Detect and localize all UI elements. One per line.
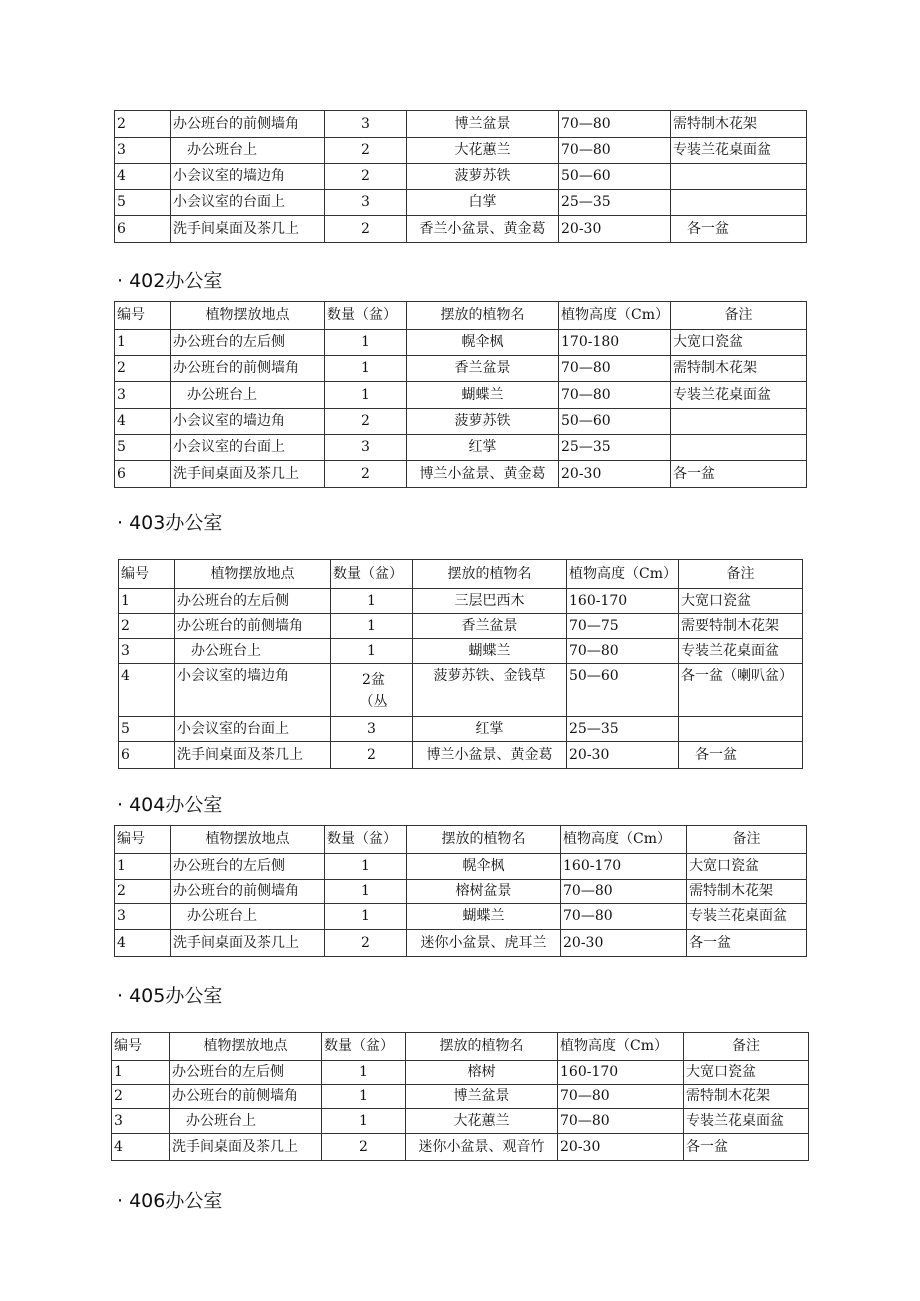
cell-col-plant-name: 博兰盆景 bbox=[407, 111, 559, 138]
header-col-note: 备注 bbox=[687, 826, 807, 854]
cell-col-location: 办公班台的左后侧 bbox=[171, 330, 325, 356]
cell-col-note bbox=[671, 409, 807, 435]
cell-col-note: 专装兰花桌面盆 bbox=[671, 138, 807, 164]
cell-col-plant-name: 博兰盆景 bbox=[406, 1085, 558, 1109]
cell-col-quantity: 1 bbox=[325, 904, 407, 930]
cell-col-note: 各一盆（喇叭盆） bbox=[679, 664, 803, 717]
cell-col-location: 洗手间桌面及茶几上 bbox=[171, 930, 325, 957]
cell-col-note: 大宽口瓷盆 bbox=[671, 330, 807, 356]
header-col-height: 植物高度（Cm） bbox=[559, 302, 671, 330]
heading-405: · 405办公室 bbox=[117, 985, 223, 1007]
cell-col-note: 各一盆 bbox=[671, 216, 807, 243]
cell-col-note bbox=[671, 435, 807, 461]
cell-col-note: 需要特制木花架 bbox=[679, 614, 803, 639]
cell-col-location: 办公班台的左后侧 bbox=[175, 589, 331, 614]
cell-col-quantity: 1 bbox=[322, 1061, 406, 1085]
cell-col-plant-name: 迷你小盆景、观音竹 bbox=[406, 1134, 558, 1161]
cell-col-height: 25—35 bbox=[567, 717, 679, 742]
cell-col-height: 160-170 bbox=[567, 589, 679, 614]
cell-col-number: 6 bbox=[115, 461, 171, 488]
cell-col-number: 6 bbox=[115, 216, 171, 243]
cell-col-number: 5 bbox=[119, 717, 175, 742]
cell-col-quantity: 2 bbox=[325, 138, 407, 164]
cell-col-number: 5 bbox=[115, 435, 171, 461]
cell-col-note: 大宽口瓷盆 bbox=[687, 854, 807, 880]
cell-col-quantity: 3 bbox=[325, 190, 407, 216]
cell-col-note: 各一盆 bbox=[679, 742, 803, 769]
cell-col-quantity: 1 bbox=[325, 880, 407, 904]
cell-col-location: 办公班台的前侧墙角 bbox=[170, 1085, 322, 1109]
cell-col-number: 2 bbox=[115, 880, 171, 904]
heading-403: · 403办公室 bbox=[117, 512, 223, 534]
cell-col-height: 70—80 bbox=[561, 904, 687, 930]
cell-col-quantity: 3 bbox=[325, 111, 407, 138]
header-col-plant-name: 摆放的植物名 bbox=[413, 560, 567, 589]
table-row bbox=[115, 216, 807, 243]
table-row bbox=[115, 190, 807, 216]
cell-col-plant-name: 幌伞枫 bbox=[407, 854, 561, 880]
cell-col-location: 办公班台的前侧墙角 bbox=[175, 614, 331, 639]
cell-col-note: 需特制木花架 bbox=[687, 880, 807, 904]
cell-col-quantity: 1 bbox=[331, 639, 413, 664]
cell-col-quantity: 3 bbox=[331, 717, 413, 742]
cell-col-height: 20-30 bbox=[559, 216, 671, 243]
cell-col-height: 70—80 bbox=[558, 1085, 684, 1109]
header-col-number: 编号 bbox=[112, 1033, 170, 1061]
cell-col-location: 办公班台上 bbox=[171, 382, 325, 409]
cell-col-note: 专装兰花桌面盆 bbox=[679, 639, 803, 664]
cell-col-quantity: 1 bbox=[325, 382, 407, 409]
cell-col-plant-name: 三层巴西木 bbox=[413, 589, 567, 614]
table-header-row bbox=[115, 302, 807, 330]
cell-col-location: 洗手间桌面及茶几上 bbox=[175, 742, 331, 769]
header-col-height: 植物高度（Cm） bbox=[561, 826, 687, 854]
cell-col-note: 各一盆 bbox=[684, 1134, 809, 1161]
table-row bbox=[112, 1109, 809, 1134]
table-row bbox=[115, 880, 807, 904]
cell-col-height: 70—80 bbox=[559, 111, 671, 138]
cell-col-quantity: 2 bbox=[325, 164, 407, 190]
table-405-body bbox=[112, 1033, 809, 1161]
table-row bbox=[115, 435, 807, 461]
cell-col-number: 6 bbox=[119, 742, 175, 769]
table-404-body bbox=[115, 826, 807, 957]
cell-col-plant-name: 大花蕙兰 bbox=[407, 138, 559, 164]
cell-col-number: 2 bbox=[115, 111, 171, 138]
cell-col-location: 小会议室的墙边角 bbox=[175, 664, 331, 717]
cell-col-plant-name: 红掌 bbox=[407, 435, 559, 461]
cell-col-number: 3 bbox=[115, 904, 171, 930]
cell-col-location: 办公班台上 bbox=[171, 904, 325, 930]
cell-col-location: 办公班台的前侧墙角 bbox=[171, 356, 325, 382]
cell-col-note: 需特制木花架 bbox=[671, 111, 807, 138]
table-401-body bbox=[115, 111, 807, 243]
header-col-height: 植物高度（Cm） bbox=[558, 1033, 684, 1061]
header-col-quantity: 数量（盆） bbox=[331, 560, 413, 589]
cell-col-quantity: 2 bbox=[325, 216, 407, 243]
table-row bbox=[115, 111, 807, 138]
header-col-number: 编号 bbox=[119, 560, 175, 589]
table-403-body bbox=[119, 560, 803, 769]
cell-col-location: 小会议室的墙边角 bbox=[171, 164, 325, 190]
header-col-plant-name: 摆放的植物名 bbox=[407, 826, 561, 854]
table-row bbox=[119, 717, 803, 742]
cell-col-height: 160-170 bbox=[561, 854, 687, 880]
table-row bbox=[115, 930, 807, 957]
cell-col-note: 需特制木花架 bbox=[671, 356, 807, 382]
cell-col-location: 洗手间桌面及茶几上 bbox=[170, 1134, 322, 1161]
cell-col-quantity: 3 bbox=[325, 435, 407, 461]
cell-col-plant-name: 菠萝苏铁、金钱草 bbox=[413, 664, 567, 717]
header-col-quantity: 数量（盆） bbox=[325, 302, 407, 330]
cell-col-height: 70—80 bbox=[561, 880, 687, 904]
table-405 bbox=[111, 1032, 809, 1161]
table-402-body bbox=[115, 302, 807, 488]
cell-col-number: 4 bbox=[115, 164, 171, 190]
cell-col-location: 办公班台上 bbox=[171, 138, 325, 164]
cell-col-location: 办公班台上 bbox=[170, 1109, 322, 1134]
cell-col-number: 4 bbox=[115, 409, 171, 435]
table-row bbox=[119, 589, 803, 614]
cell-col-plant-name: 幌伞枫 bbox=[407, 330, 559, 356]
table-row bbox=[119, 664, 803, 717]
cell-col-height: 70—80 bbox=[567, 639, 679, 664]
table-header-row bbox=[119, 560, 803, 589]
cell-col-height: 70—80 bbox=[559, 356, 671, 382]
cell-col-quantity: 2 bbox=[325, 930, 407, 957]
cell-col-plant-name: 菠萝苏铁 bbox=[407, 164, 559, 190]
table-header-row bbox=[112, 1033, 809, 1061]
cell-col-note: 专装兰花桌面盆 bbox=[687, 904, 807, 930]
cell-col-quantity: 2盆（丛 bbox=[331, 664, 413, 717]
cell-col-number: 1 bbox=[115, 854, 171, 880]
cell-col-number: 1 bbox=[115, 330, 171, 356]
cell-col-number: 1 bbox=[112, 1061, 170, 1085]
heading-406: · 406办公室 bbox=[117, 1190, 223, 1212]
cell-col-note: 各一盆 bbox=[671, 461, 807, 488]
cell-col-note: 需特制木花架 bbox=[684, 1085, 809, 1109]
cell-col-note: 专装兰花桌面盆 bbox=[684, 1109, 809, 1134]
header-col-height: 植物高度（Cm） bbox=[567, 560, 679, 589]
cell-col-note: 大宽口瓷盆 bbox=[684, 1061, 809, 1085]
header-col-location: 植物摆放地点 bbox=[175, 560, 331, 589]
cell-col-height: 20-30 bbox=[558, 1134, 684, 1161]
cell-col-location: 小会议室的墙边角 bbox=[171, 409, 325, 435]
table-row bbox=[115, 330, 807, 356]
cell-col-number: 2 bbox=[119, 614, 175, 639]
cell-col-height: 25—35 bbox=[559, 190, 671, 216]
cell-col-height: 170-180 bbox=[559, 330, 671, 356]
cell-col-plant-name: 博兰小盆景、黄金葛 bbox=[413, 742, 567, 769]
cell-col-quantity: 1 bbox=[331, 589, 413, 614]
table-row bbox=[115, 382, 807, 409]
cell-col-quantity: 1 bbox=[322, 1085, 406, 1109]
cell-col-plant-name: 榕树盆景 bbox=[407, 880, 561, 904]
table-row bbox=[119, 614, 803, 639]
cell-col-plant-name: 博兰小盆景、黄金葛 bbox=[407, 461, 559, 488]
cell-col-plant-name: 迷你小盆景、虎耳兰 bbox=[407, 930, 561, 957]
cell-col-quantity: 1 bbox=[322, 1109, 406, 1134]
cell-col-height: 70—80 bbox=[559, 382, 671, 409]
cell-col-plant-name: 蝴蝶兰 bbox=[407, 904, 561, 930]
cell-col-plant-name: 蝴蝶兰 bbox=[407, 382, 559, 409]
cell-col-note: 各一盆 bbox=[687, 930, 807, 957]
table-row bbox=[115, 409, 807, 435]
cell-col-number: 4 bbox=[119, 664, 175, 717]
table-row bbox=[119, 639, 803, 664]
cell-col-note bbox=[671, 190, 807, 216]
cell-col-quantity: 2 bbox=[325, 409, 407, 435]
table-row bbox=[115, 164, 807, 190]
cell-col-plant-name: 榕树 bbox=[406, 1061, 558, 1085]
cell-col-height: 20-30 bbox=[559, 461, 671, 488]
cell-col-quantity: 2 bbox=[322, 1134, 406, 1161]
header-col-plant-name: 摆放的植物名 bbox=[407, 302, 559, 330]
header-col-note: 备注 bbox=[671, 302, 807, 330]
cell-col-note bbox=[671, 164, 807, 190]
cell-col-location: 办公班台的前侧墙角 bbox=[171, 880, 325, 904]
cell-col-height: 70—80 bbox=[559, 138, 671, 164]
cell-col-location: 办公班台的前侧墙角 bbox=[171, 111, 325, 138]
header-col-note: 备注 bbox=[684, 1033, 809, 1061]
heading-404: · 404办公室 bbox=[117, 794, 223, 816]
cell-col-height: 160-170 bbox=[558, 1061, 684, 1085]
cell-col-height: 70—80 bbox=[558, 1109, 684, 1134]
table-row bbox=[112, 1061, 809, 1085]
cell-col-plant-name: 大花蕙兰 bbox=[406, 1109, 558, 1134]
cell-col-number: 2 bbox=[115, 356, 171, 382]
heading-402: · 402办公室 bbox=[117, 270, 223, 292]
table-header-row bbox=[115, 826, 807, 854]
cell-col-plant-name: 白掌 bbox=[407, 190, 559, 216]
cell-col-plant-name: 红掌 bbox=[413, 717, 567, 742]
cell-col-number: 2 bbox=[112, 1085, 170, 1109]
table-402 bbox=[114, 301, 807, 488]
header-col-number: 编号 bbox=[115, 826, 171, 854]
cell-col-height: 50—60 bbox=[559, 409, 671, 435]
cell-col-location: 小会议室的台面上 bbox=[171, 190, 325, 216]
table-row bbox=[115, 904, 807, 930]
header-col-quantity: 数量（盆） bbox=[322, 1033, 406, 1061]
table-row bbox=[112, 1134, 809, 1161]
table-row bbox=[112, 1085, 809, 1109]
cell-col-note: 专装兰花桌面盆 bbox=[671, 382, 807, 409]
cell-col-number: 3 bbox=[112, 1109, 170, 1134]
cell-col-height: 50—60 bbox=[559, 164, 671, 190]
cell-col-quantity: 2 bbox=[331, 742, 413, 769]
cell-col-quantity: 1 bbox=[331, 614, 413, 639]
header-col-number: 编号 bbox=[115, 302, 171, 330]
cell-col-quantity: 1 bbox=[325, 330, 407, 356]
cell-col-number: 4 bbox=[112, 1134, 170, 1161]
cell-col-height: 70—75 bbox=[567, 614, 679, 639]
table-row bbox=[115, 854, 807, 880]
cell-col-number: 3 bbox=[119, 639, 175, 664]
header-col-location: 植物摆放地点 bbox=[171, 826, 325, 854]
header-col-plant-name: 摆放的植物名 bbox=[406, 1033, 558, 1061]
cell-col-height: 20-30 bbox=[561, 930, 687, 957]
cell-col-note bbox=[679, 717, 803, 742]
cell-col-height: 25—35 bbox=[559, 435, 671, 461]
cell-col-number: 5 bbox=[115, 190, 171, 216]
table-row bbox=[115, 356, 807, 382]
cell-col-height: 20-30 bbox=[567, 742, 679, 769]
header-col-location: 植物摆放地点 bbox=[170, 1033, 322, 1061]
table-row bbox=[115, 138, 807, 164]
cell-col-plant-name: 香兰盆景 bbox=[413, 614, 567, 639]
cell-col-quantity: 2 bbox=[325, 461, 407, 488]
cell-col-plant-name: 香兰盆景 bbox=[407, 356, 559, 382]
header-col-location: 植物摆放地点 bbox=[171, 302, 325, 330]
table-row bbox=[119, 742, 803, 769]
cell-col-location: 小会议室的台面上 bbox=[175, 717, 331, 742]
cell-col-plant-name: 蝴蝶兰 bbox=[413, 639, 567, 664]
cell-col-quantity: 1 bbox=[325, 356, 407, 382]
header-col-note: 备注 bbox=[679, 560, 803, 589]
cell-col-number: 1 bbox=[119, 589, 175, 614]
cell-col-height: 50—60 bbox=[567, 664, 679, 717]
cell-col-location: 洗手间桌面及茶几上 bbox=[171, 461, 325, 488]
table-403 bbox=[118, 559, 803, 769]
table-401 bbox=[114, 110, 807, 243]
cell-col-location: 洗手间桌面及茶几上 bbox=[171, 216, 325, 243]
cell-col-note: 大宽口瓷盆 bbox=[679, 589, 803, 614]
table-row bbox=[115, 461, 807, 488]
cell-col-location: 办公班台的左后侧 bbox=[170, 1061, 322, 1085]
cell-col-number: 3 bbox=[115, 138, 171, 164]
table-404 bbox=[114, 825, 807, 957]
cell-col-plant-name: 香兰小盆景、黄金葛 bbox=[407, 216, 559, 243]
cell-col-location: 办公班台的左后侧 bbox=[171, 854, 325, 880]
cell-col-location: 小会议室的台面上 bbox=[171, 435, 325, 461]
cell-col-quantity: 1 bbox=[325, 854, 407, 880]
cell-col-location: 办公班台上 bbox=[175, 639, 331, 664]
cell-col-number: 3 bbox=[115, 382, 171, 409]
header-col-quantity: 数量（盆） bbox=[325, 826, 407, 854]
cell-col-number: 4 bbox=[115, 930, 171, 957]
cell-col-plant-name: 菠萝苏铁 bbox=[407, 409, 559, 435]
